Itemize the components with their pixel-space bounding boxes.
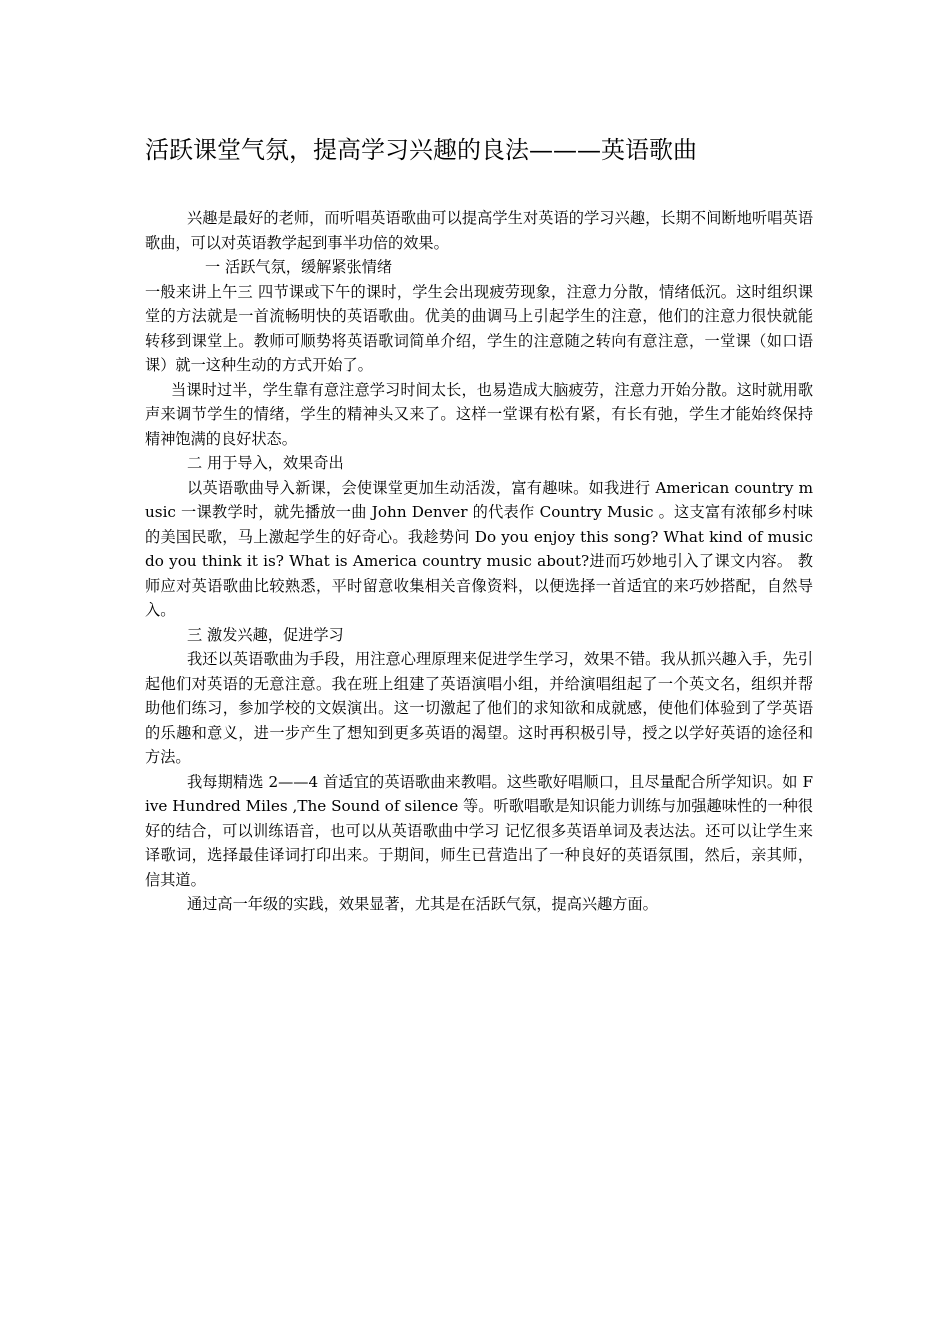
- document-title: 活跃课堂气氛，提高学习兴趣的良法———英语歌曲: [145, 136, 697, 164]
- section-3-heading: 三 激发兴趣，促进学习: [187, 625, 344, 644]
- section-3-paragraph-1: 我还以英语歌曲为手段，用注意心理原理来促进学生学习，效果不错。我从抓兴趣入手，先引起他们对英语的无意注意。我在班上组建了英语演唱小组，并给演唱组起了一个英文名，组织并帮助他们练习，参加学校的文娱演出。这一切激起了他们的求知欲和成就感，使他们体验到了学英语的乐趣和意义，进一步产生了想知到更多英语的渴望。这时再积极引导，授之以学好英语的途径和方法。: [145, 650, 813, 766]
- section-2-heading: 二 用于导入，效果奇出: [187, 454, 344, 472]
- conclusion-paragraph: 通过高一年级的实践，效果显著，尤其是在活跃气氛，提高兴趣方面。: [187, 895, 658, 913]
- document-page: [145, 130, 813, 917]
- section-3-paragraph-2: 我每期精选 2——4 首适宜的英语歌曲来教唱。这些歌好唱顺口，且尽量配合所学知识。如 Five Hundred Miles ,The Sound of silence 等。听歌唱歌是知识能力训练与加强趣味性的一种很好的结合，可以训练语音，也可以从英语歌曲中学习 记忆很多英语单词及表达法。还可以让学生来译歌词，选择最佳译词打印出来。于期间，师生已营造出了一种良好的英语氛围，然后，亲其师，信其道。: [145, 772, 813, 889]
- section-2-paragraph-1: 以英语歌曲导入新课，会使课堂更加生动活泼，富有趣味。如我进行 American country music 一课教学时，就先播放一曲 John Denver 的代表作 Country Music 。这支富有浓郁乡村味的美国民歌，马上激起学生的好奇心。我趁势问 Do you enjoy this song? What kind of music do you think it is? What is America country music about?进而巧妙地引入了课文内容。 教师应对英语歌曲比较熟悉，平时留意收集相关音像资料，以便选择一首适宜的来巧妙搭配，自然导入。: [145, 478, 813, 619]
- section-1-paragraph-2: 当课时过半，学生靠有意注意学习时间太长，也易造成大脑疲劳，注意力开始分散。这时就用歌声来调节学生的情绪，学生的精神头又来了。这样一堂课有松有紧，有长有弛，学生才能始终保持精神饱满的良好状态。: [145, 380, 813, 448]
- intro-paragraph: 兴趣是最好的老师，而听唱英语歌曲可以提高学生对英语的学习兴趣，长期不间断地听唱英语歌曲，可以对英语教学起到事半功倍的效果。: [145, 209, 813, 252]
- section-1-heading: 一 活跃气氛，缓解紧张情绪: [205, 258, 393, 276]
- section-1-paragraph-1: 一般来讲上午三 四节课或下午的课时，学生会出现疲劳现象，注意力分散，情绪低沉。这时组织课堂的方法就是一首流畅明快的英语歌曲。优美的曲调马上引起学生的注意，他们的注意力很快就能转移到课堂上。教师可顺势将英语歌词简单介绍，学生的注意随之转向有意注意，一堂课（如口语课）就一这种生动的方式开始了。: [145, 282, 813, 374]
